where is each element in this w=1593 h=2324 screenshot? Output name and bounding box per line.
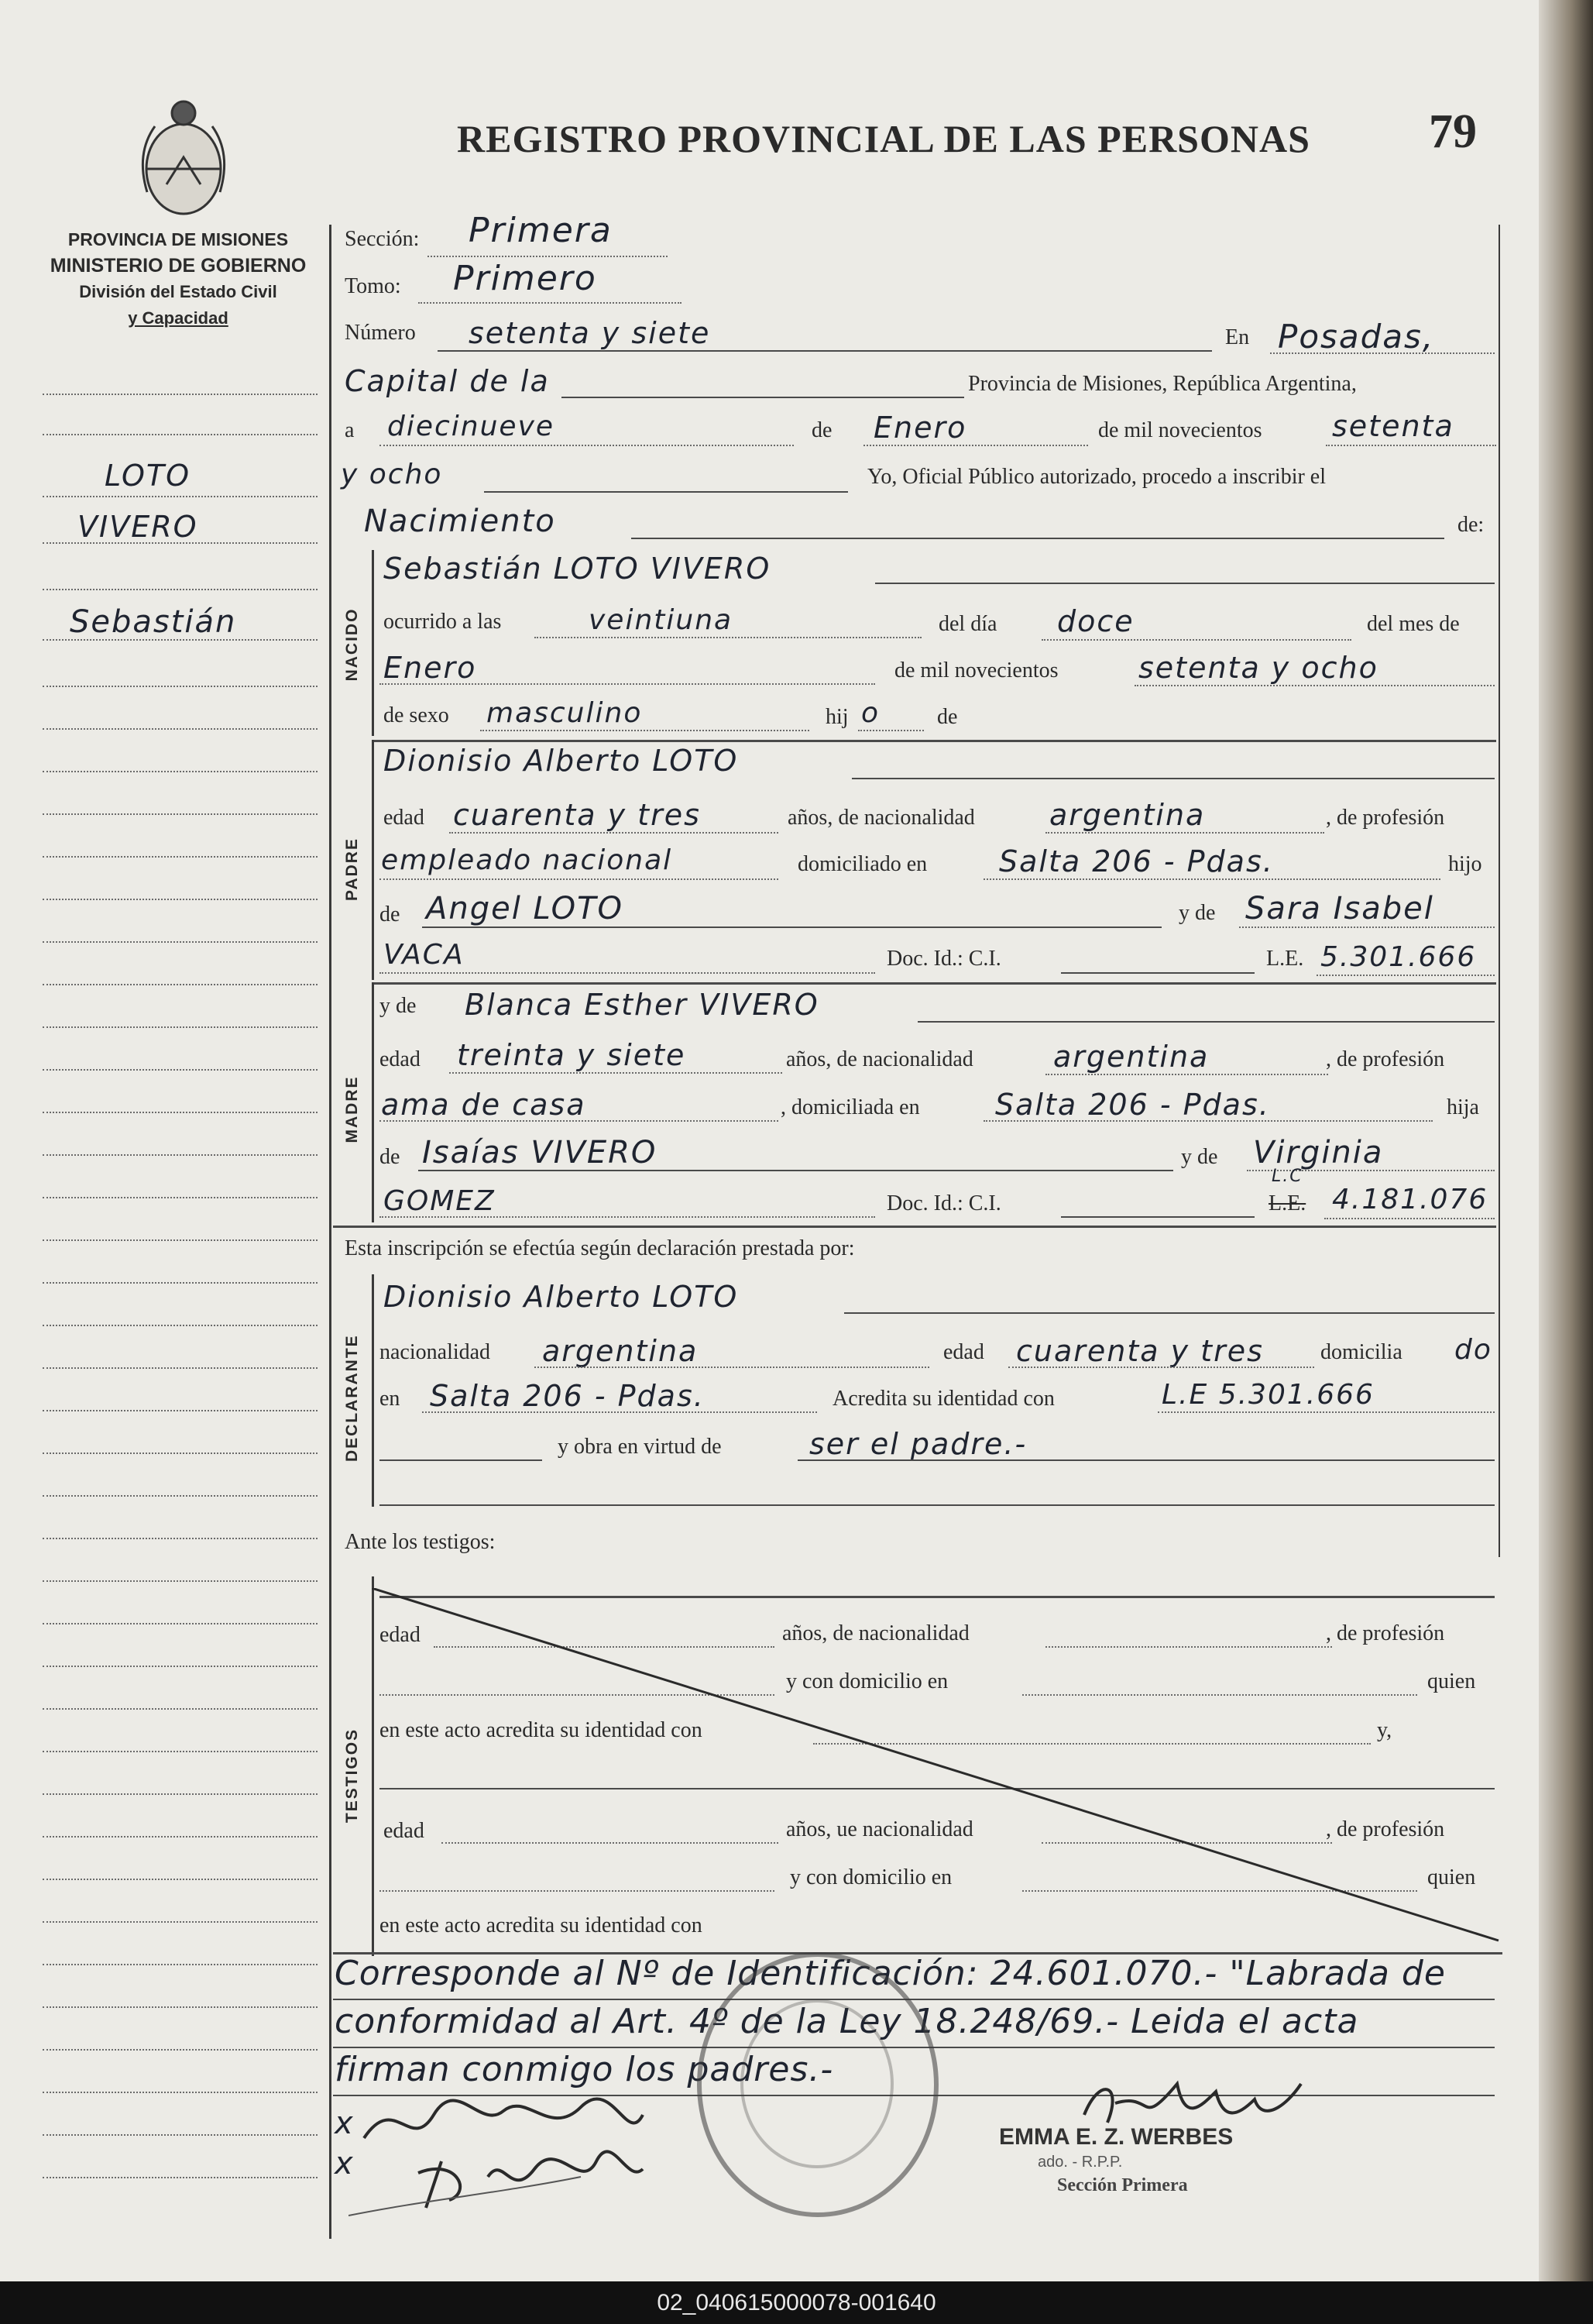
testigo1-y-label: y, [1377, 1718, 1392, 1742]
padre-padre-de-value: Angel LOTO [426, 891, 623, 927]
official-seccion: Sección Primera [1057, 2175, 1188, 2195]
padre-inner-line [372, 740, 374, 980]
padre-madre-de2-line [379, 972, 875, 974]
madre-padre-de-line [418, 1170, 1173, 1171]
madre-yde2-label: y de [1181, 1145, 1218, 1169]
testigos-cancel-stroke [372, 1588, 1502, 1944]
seccion-label: Sección: [345, 227, 420, 251]
nacido-bottom-line [372, 740, 1496, 742]
margin-line [43, 1793, 318, 1795]
margin-line [43, 1879, 318, 1880]
madre-nombre-line [918, 1021, 1495, 1023]
madre-bottom-line [333, 1226, 1496, 1228]
margin-line [43, 1367, 318, 1369]
padre-nac-label: años, de nacionalidad [788, 806, 975, 830]
right-frame-line [1499, 225, 1500, 1557]
madre-le-line [1324, 1218, 1495, 1219]
tomo-line [418, 302, 681, 304]
margin-line [43, 1964, 318, 1965]
ciudad-line [1270, 352, 1495, 354]
fecha-anio2-value: y ocho [341, 459, 443, 490]
nacido-sexo-value: masculino [486, 697, 643, 729]
padre-domicilio-line [984, 878, 1440, 880]
left-frame-line [329, 225, 331, 2239]
padre-de-label: de [379, 902, 400, 927]
margin-line [43, 1495, 318, 1497]
declarante-section-label: DECLARANTE [343, 1334, 361, 1462]
madre-nombre-value: Blanca Esther VIVERO [465, 988, 819, 1022]
declarante-intro: Esta inscripción se efectúa según declaración prestada por: [345, 1236, 855, 1260]
declarante-nacionalidad-line [534, 1367, 929, 1368]
declarante-domicilio-line [422, 1411, 817, 1413]
seccion-line [427, 256, 668, 257]
capital-line [561, 397, 964, 398]
testigo2-nac-label: años, ue nacionalidad [786, 1817, 973, 1841]
testigo1-prof-label: , de profesión [1326, 1621, 1445, 1645]
oficial-text: Yo, Oficial Público autorizado, procedo a inscribir el [867, 465, 1327, 489]
margin-line [43, 1197, 318, 1198]
fecha-anio2-line [484, 491, 848, 493]
testigo2-edad-label: edad [383, 1819, 424, 1843]
book-binding [1539, 0, 1593, 2281]
margin-line [43, 1452, 318, 1454]
argentina-coat-of-arms-icon [132, 91, 236, 223]
nacido-dia-label: del día [939, 612, 997, 636]
margin-line [43, 1410, 318, 1411]
margin-line [43, 856, 318, 858]
nacido-section-label: NACIDO [343, 607, 361, 682]
madre-edad-line [449, 1072, 782, 1074]
official-name: EMMA E. Z. WERBES [999, 2124, 1234, 2150]
official-stamp-inner [740, 1999, 894, 2168]
padre-padre-de-line [422, 927, 1162, 928]
declarante-dom-suffix: do [1454, 1334, 1492, 1366]
madre-lc-mark: L.C [1272, 1167, 1303, 1186]
margin-line [43, 984, 318, 985]
declarante-virtud-line [798, 1459, 1495, 1461]
padre-profesion-value: empleado nacional [381, 844, 673, 876]
declarante-acredita-label: Acredita su identidad con [833, 1387, 1055, 1411]
padre-dom-label: domiciliado en [798, 852, 928, 876]
nacido-ocurrido-label: ocurrido a las [383, 610, 502, 634]
org-ministry: MINISTERIO DE GOBIERNO [50, 255, 307, 277]
madre-edad-value: treinta y siete [457, 1038, 686, 1072]
declarante-nombre-line [844, 1312, 1495, 1314]
nacido-inner-line [372, 550, 374, 736]
madre-domicilio-value: Salta 206 - Pdas. [995, 1088, 1270, 1122]
org-division: División del Estado Civil [79, 282, 277, 301]
signature-mark-2: x [335, 2146, 355, 2181]
fecha-mes-value: Enero [874, 411, 967, 445]
fecha-dia-value: diecinueve [387, 411, 555, 442]
margin-line [43, 813, 318, 815]
margin-line [43, 771, 318, 772]
nacido-sexo-line [480, 730, 809, 731]
tipo-acta-value: Nacimiento [364, 504, 556, 539]
testigo1-acredita-label: en este acto acredita su identidad con [379, 1718, 702, 1742]
nacido-nombre-line [875, 583, 1495, 584]
margin-line [43, 2049, 318, 2051]
madre-doc-label: Doc. Id.: C.I. [887, 1191, 1001, 1215]
nacido-dia-line [1042, 639, 1351, 641]
margin-line [43, 2177, 318, 2178]
madre-padre-de-value: Isaías VIVERO [422, 1135, 657, 1171]
numero-label: Número [345, 321, 416, 345]
nacido-de-label: de [937, 705, 958, 729]
declarante-domicilio-value: Salta 206 - Pdas. [430, 1379, 705, 1413]
declarante-edad-line [1008, 1367, 1314, 1368]
margin-line [43, 394, 318, 395]
testigo1-edad-label: edad [379, 1623, 421, 1647]
nacido-mil-label: de mil novecientos [894, 658, 1059, 682]
margin-line [43, 1836, 318, 1838]
declarante-documento-value: L.E 5.301.666 [1162, 1379, 1375, 1411]
margin-surname1: LOTO [105, 459, 191, 493]
nacido-hora-value: veintiuna [589, 604, 733, 636]
nacido-hijo-line [858, 730, 924, 731]
madre-profesion-line [379, 1120, 778, 1122]
nacido-dia-value: doce [1057, 604, 1135, 638]
padre-nacionalidad-line [1045, 832, 1324, 834]
padre-profesion-line [379, 878, 778, 880]
margin-line [43, 1069, 318, 1071]
capital-value: Capital de la [345, 364, 550, 398]
testigo1-nac-label: años, de nacionalidad [782, 1621, 970, 1645]
margin-line [43, 686, 318, 687]
padre-edad-label: edad [383, 806, 424, 830]
declarante-virtud-value: ser el padre.- [809, 1427, 1028, 1461]
madre-yde-label: y de [379, 994, 417, 1018]
padre-domicilio-value: Salta 206 - Pdas. [999, 844, 1274, 878]
nota-linea1: Corresponde al Nº de Identificación: 24.601.070.- "Labrada de [335, 1954, 1446, 1993]
margin-line [43, 728, 318, 730]
padre-le-label: L.E. [1266, 947, 1304, 971]
testigo2-dom-label: y con domicilio en [790, 1865, 953, 1889]
padre-doc-label: Doc. Id.: C.I. [887, 947, 1001, 971]
margin-surname2: VIVERO [77, 510, 198, 544]
en-label: En [1225, 325, 1250, 349]
margin-line [43, 1921, 318, 1923]
madre-nacionalidad-line [1045, 1074, 1328, 1075]
margin-line [43, 1538, 318, 1539]
madre-dom-label: , domiciliada en [781, 1095, 920, 1119]
margin-line [43, 1751, 318, 1752]
tipo-acta-line [631, 538, 1444, 539]
testigo1-dom-label: y con domicilio en [786, 1669, 949, 1693]
official-stamp [697, 1952, 939, 2217]
margin-line [43, 1282, 318, 1284]
margin-line [43, 1325, 318, 1326]
madre-nacionalidad-value: argentina [1053, 1040, 1210, 1074]
declarante-virtud-lead-line [379, 1459, 542, 1461]
numero-value: setenta y siete [469, 316, 711, 350]
provincia-text: Provincia de Misiones, República Argentina, [968, 372, 1357, 396]
declarante-nacionalidad-value: argentina [542, 1334, 699, 1368]
margin-line [43, 1154, 318, 1156]
margin-line [43, 1708, 318, 1710]
seccion-value: Primera [469, 211, 613, 250]
declarante-edad-label: edad [943, 1340, 984, 1364]
nacido-hora-line [534, 637, 922, 638]
padre-edad-line [449, 832, 778, 834]
margin-line [43, 1112, 318, 1113]
margin-line [43, 434, 318, 435]
official-cargo: ado. - R.P.P. [1038, 2154, 1123, 2171]
margin-line [43, 496, 318, 497]
madre-domicilio-line [984, 1120, 1433, 1122]
madre-le-value: 4.181.076 [1332, 1184, 1488, 1215]
margin-line [43, 2092, 318, 2093]
margin-line [43, 589, 318, 590]
madre-madre-de2-line [379, 1216, 875, 1218]
madre-section-label: MADRE [343, 1075, 361, 1143]
padre-madre-de2-value: VACA [383, 939, 465, 971]
padre-yde-label: y de [1179, 901, 1216, 925]
nacido-hijo-suffix: o [861, 697, 881, 729]
padre-edad-value: cuarenta y tres [453, 798, 701, 832]
padre-nombre-line [852, 778, 1495, 779]
madre-hija-label: hija [1447, 1095, 1479, 1119]
margin-line [43, 1666, 318, 1667]
padre-le-value: 5.301.666 [1320, 941, 1477, 973]
declarante-inner-line [372, 1274, 374, 1507]
fecha-de-label: de [812, 418, 833, 442]
testigo2-prof-label: , de profesión [1326, 1817, 1445, 1841]
org-block [31, 226, 325, 332]
madre-inner-line [372, 982, 374, 1222]
parent-signatures [348, 2084, 751, 2223]
fecha-dia-line [379, 445, 794, 446]
testigo2-quien-label: quien [1427, 1865, 1476, 1889]
testigos-section-label: TESTIGOS [343, 1728, 361, 1824]
declarante-documento-line [1158, 1411, 1495, 1413]
nota-line1 [333, 1999, 1495, 2000]
nota-linea3: firman conmigo los padres.- [335, 2050, 834, 2089]
nacido-sexo-label: de sexo [383, 703, 449, 727]
margin-line [43, 941, 318, 943]
page-number: 79 [1429, 105, 1477, 158]
declarante-en-label: en [379, 1387, 400, 1411]
padre-hijo-label: hijo [1448, 852, 1482, 876]
image-id-footer: 02_040615000078-001640 [0, 2281, 1593, 2324]
declarante-dom-label: domicilia [1320, 1340, 1402, 1364]
margin-line [43, 2006, 318, 2008]
padre-section-label: PADRE [343, 837, 361, 901]
declarante-obra-label: y obra en virtud de [558, 1435, 722, 1459]
org-province: PROVINCIA DE MISIONES [67, 229, 289, 249]
fecha-mes-line [863, 445, 1088, 446]
padre-doc-line [1061, 972, 1255, 974]
padre-bottom-line [372, 982, 1496, 985]
margin-given-name: Sebastián [70, 604, 237, 640]
declarante-blank-line [379, 1504, 1495, 1506]
padre-le-line [1317, 975, 1495, 976]
padre-prof-label: , de profesión [1326, 806, 1445, 830]
madre-nac-label: años, de nacionalidad [786, 1047, 973, 1071]
margin-line [43, 2134, 318, 2136]
signature-mark-1: x [335, 2106, 355, 2141]
nacido-mes-value: Enero [383, 651, 477, 685]
testigos-intro: Ante los testigos: [345, 1530, 496, 1554]
fecha-mil-label: de mil novecientos [1098, 418, 1262, 442]
madre-madre-de2-value: GOMEZ [383, 1185, 496, 1217]
declarante-edad-value: cuarenta y tres [1016, 1334, 1264, 1368]
padre-nombre-value: Dionisio Alberto LOTO [383, 744, 739, 778]
testigo2-acredita-label: en este acto acredita su identidad con [379, 1913, 702, 1937]
org-capacity: y Capacidad [128, 308, 228, 328]
madre-edad-label: edad [379, 1047, 421, 1071]
ciudad-value: Posadas, [1278, 318, 1435, 356]
padre-nacionalidad-value: argentina [1049, 798, 1206, 832]
madre-le-label: L.E. [1269, 1191, 1306, 1215]
padre-madre-de-line [1239, 927, 1495, 928]
madre-madre-de-value: Virginia [1253, 1135, 1384, 1171]
margin-line [43, 899, 318, 900]
nacido-mes-line [379, 683, 875, 685]
madre-doc-line [1061, 1216, 1255, 1218]
madre-profesion-value: ama de casa [381, 1088, 586, 1122]
numero-line [438, 350, 1212, 352]
testigo1-quien-label: quien [1427, 1669, 1476, 1693]
madre-de-label: de [379, 1145, 400, 1169]
nacido-mes-label: del mes de [1367, 612, 1460, 636]
nacido-anio-line [1135, 685, 1495, 686]
tomo-label: Tomo: [345, 274, 401, 298]
padre-madre-de-value: Sara Isabel [1245, 891, 1434, 927]
tomo-value: Primero [453, 259, 597, 298]
margin-line [43, 1026, 318, 1028]
declarante-nac-label: nacionalidad [379, 1340, 491, 1364]
margin-line [43, 1580, 318, 1582]
nacido-anio-value: setenta y ocho [1138, 651, 1378, 685]
declarante-nombre-value: Dionisio Alberto LOTO [383, 1280, 739, 1314]
fecha-anio1-value: setenta [1332, 409, 1454, 443]
madre-prof-label: , de profesión [1326, 1047, 1445, 1071]
document-title: REGISTRO PROVINCIAL DE LAS PERSONAS [457, 117, 1310, 160]
margin-line [43, 1623, 318, 1624]
nacido-nombre-value: Sebastián LOTO VIVERO [383, 552, 771, 586]
margin-line [43, 1239, 318, 1241]
nacido-hijo-label: hij [826, 705, 849, 729]
nota-linea2: conformidad al Art. 4º de la Ley 18.248/69.- Leida el acta [335, 2002, 1359, 2041]
de-colon-label: de: [1457, 513, 1485, 537]
fecha-a-label: a [345, 418, 355, 442]
fecha-anio-line [1326, 445, 1496, 446]
